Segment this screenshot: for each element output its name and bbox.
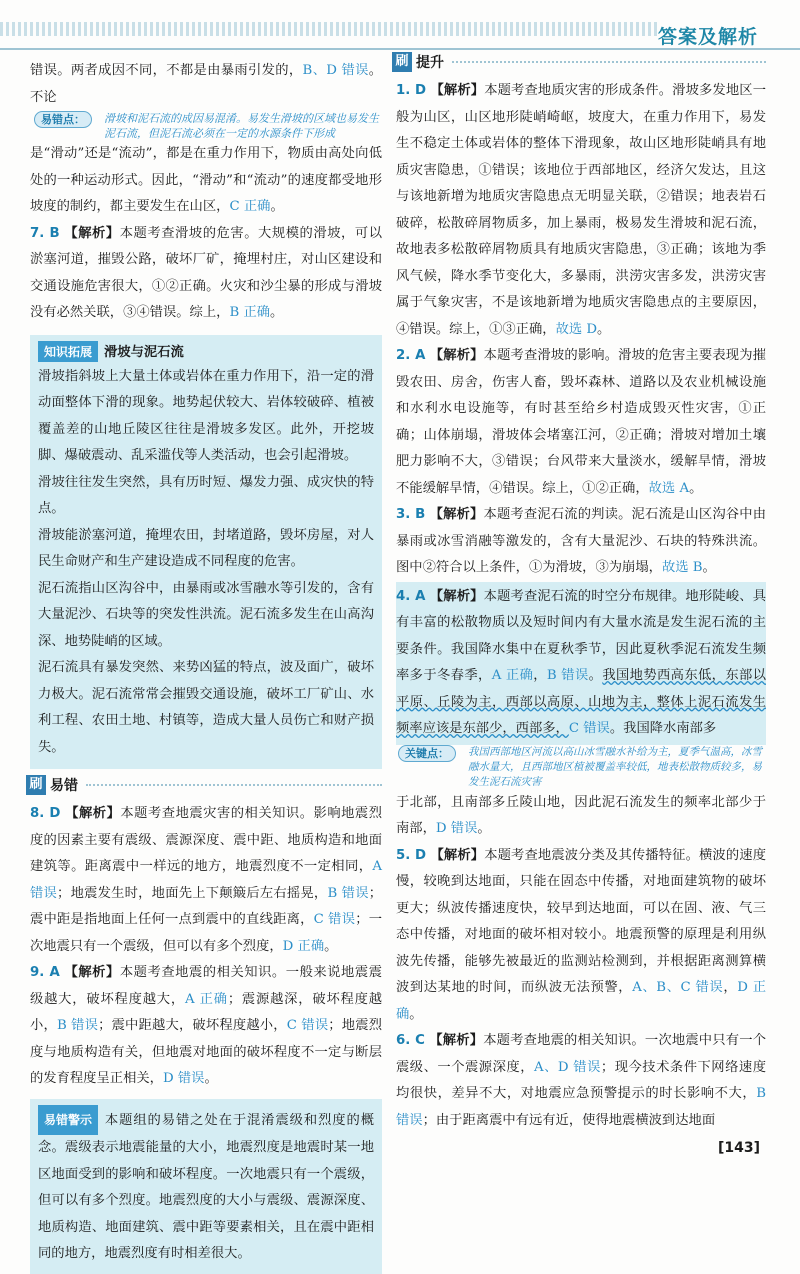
section-tisheng: 刷 提升 — [392, 52, 766, 72]
key-point-badge: 关键点： — [398, 745, 456, 762]
header-title: 答案及解析 — [657, 26, 758, 48]
page-header — [0, 0, 800, 50]
answer-1: 1. D 【解析】本题考查地质灾害的形成条件。滑坡多发地区一般为山区，山区地形陡峭崎岖，坡度大，在重力作用下，易发生不稳定土体或岩体的整体下滑现象，故山区地形陡峭具有地质灾害隐患，①错误；该地位于西部地区，经济欠发达，且这与该地新增为地质灾害隐患点无明显关联，②错误；地表岩石破碎，松散碎屑物质多，加上暴雨，极易发生滑坡和泥石流，故地表多松散碎屑物质具有地质灾害隐患，③正确；该地为季风气候，降水季节变化大，多暴雨，洪涝灾害多发，洪涝灾害属于气象灾害，不是该地新增为地质灾害隐患点的主要原因，④错误。综上，①③正确，故选 D。 — [396, 83, 767, 337]
section-yicuo: 刷 易错 — [26, 775, 382, 795]
answer-2: 2. A 【解析】本题考查滑坡的影响。滑坡的危害主要表现为摧毁农田、房舍，伤害人畜，毁坏森林、道路以及农业机械设施和水利水电设施等，有时甚至给乡村造成毁灭性灾害，①正确；山体崩塌，滑坡体会堵塞江河，②正确；滑坡对增加土壤肥力影响不大，③错误；台风带来大量淡水，缓解旱情，滑坡不能缓解旱情，④错误。综上，①②正确，故选 A。 — [396, 348, 767, 496]
warning-box: 易错警示 本题组的易错之处在于混淆震级和烈度的概念。震级表示地震能量的大小，地震烈度是地震时某一地区地面受到的影响和破坏程度。一次地震只有一个震级，但可以有多个烈度。地震烈度的大小与震级、震源深度、地质构造、地面建筑、震中距等要素相关，且在震中距相同的地方，地震烈度有时相差很大。 — [30, 1099, 382, 1274]
knowledge-p2: 滑坡往往发生突然，具有历时短、爆发力强、成灾快的特点。 — [38, 474, 374, 516]
answer-5: 5. D 【解析】本题考查地震波分类及其传播特征。横波的速度慢，较晚到达地面，只能在固态中传播，对地面建筑物的破坏更大；纵波传播速度快，较早到达地面，可以在固、液、气三态中传播，对地面的破坏相对较小。地震预警的原理是利用纵波先传播，能够先被最近的监测站检测到，并根据距离测算横波到达某地的时间，而纵波无法预警，A、B、C 错误，D 正确。 — [396, 847, 767, 1022]
right-column — [395, 54, 767, 1134]
brush-icon: 刷 — [26, 775, 46, 795]
brush-icon: 刷 — [392, 52, 412, 72]
tip-badge: 易错点： — [34, 111, 92, 128]
answer-3: 3. B 【解析】本题考查泥石流的判读。泥石流是山区沟谷中由暴雨或冰雪消融等激发的，含有大量泥沙、石块的特殊洪流。图中②符合以上条件，①为滑坡，③为崩塌，故选 B。 — [396, 507, 766, 575]
knowledge-p5: 泥石流具有暴发突然、来势凶猛的特点，波及面广，破坏力极大。泥石流常常会摧毁交通设施，破坏工厂矿山、水利工程、农田土地、村镇等，造成大量人员伤亡和财产损失。 — [38, 660, 374, 755]
left-column — [30, 58, 382, 1274]
header-decoration — [0, 22, 660, 36]
answer-7: 7. B 【解析】本题考查滑坡的危害。大规模的滑坡，可以淤塞河道，摧毁公路，破坏厂矿，掩埋村庄，对山区建设和交通设施危害很大，①②正确。火灾和沙尘暴的形成与滑坡没有必然关联，③④错误。综上，B 正确。 — [30, 225, 383, 320]
knowledge-badge: 知识拓展 — [38, 341, 98, 362]
note-tip-1: 易错点： 滑坡和泥石流的成因易混淆。易发生滑坡的区域也易发生泥石流，但泥石流必须在一定的水源条件下形成 — [104, 111, 382, 141]
knowledge-p3: 滑坡能淤塞河道，掩埋农田，封堵道路，毁坏房屋，对人民生命财产和生产建设造成不同程度的危害。 — [38, 527, 374, 569]
knowledge-p4: 泥石流指山区沟谷中，由暴雨或冰雪融水等引发的，含有大量泥沙、石块等的突发性洪流。泥石流多发生在山高沟深、地势陡峭的区域。 — [38, 580, 374, 649]
knowledge-title: 滑坡与泥石流 — [104, 344, 184, 360]
warning-badge: 易错警示 — [38, 1105, 98, 1136]
knowledge-p1: 滑坡指斜坡上大量土体或岩体在重力作用下，沿一定的滑动面整体下滑的现象。地势起伏较大、岩体较破碎、植被覆盖差的山地丘陵区往往是滑坡多发区。此外，开挖坡脚、爆破震动、乱采滥伐等人类活动，也会引起滑坡。 — [38, 368, 374, 463]
answer-9: 9. A 【解析】本题考查地震的相关知识。一般来说地震震级越大，破坏程度越大，A 正确；震源越深，破坏程度越小，B 错误；震中距越大，破坏程度越小，C 错误；地震烈度与地质构造有关，但地震对地面的破坏程度不一定与断层的发育程度呈正相关，D 错误。 — [30, 965, 383, 1086]
left-para-0: 错误。两者成因不同，不都是由暴雨引发的，B、D 错误。不论 — [30, 63, 382, 105]
answer-4: 4. A 【解析】本题考查泥石流的时空分布规律。地形陡峻、具有丰富的松散物质以及短时间内有大量水流是发生泥石流的主要条件。我国降水集中在夏秋季节，因此夏秋季泥石流发生频率多于冬春季，A 正确，B 错误。我国地势西高东低，东部以平原、丘陵为主，西部以高原、山地为主，整体上泥石流发生频率应该是东部少，西部多，C 错误。我国降水南部多 — [396, 582, 766, 745]
answer-8: 8. D 【解析】本题考查地震灾害的相关知识。影响地震烈度的因素主要有震级、震源深度、震中距、地质构造和地面建筑等。距离震中一样远的地方，地震烈度不一定相同，A 错误；地震发生时，地面先上下颠簸后左右摇晃，B 错误；震中距是指地面上任何一点到震中的直线距离，C 错误；一次地震只有一个震级，但可以有多个烈度，D 正确。 — [30, 806, 383, 954]
page-number: [143] — [717, 1140, 760, 1156]
left-para-1: 是“滑动”还是“流动”，都是在重力作用下，物质由高处向低处的一种运动形式。因此，“滑动”和“流动”的速度都受地形坡度的制约，都主要发生在山区，C 正确。 — [30, 146, 382, 214]
answer-4-cont: 于北部，且南部多丘陵山地，因此泥石流发生的频率北部少于南部，D 错误。 — [396, 794, 766, 836]
knowledge-box — [30, 335, 382, 770]
answer-6: 6. C 【解析】本题考查地震的相关知识。一次地震中只有一个震级、一个震源深度，A、D 错误；现今技术条件下网络速度均很快，差异不大，对地震应急预警提示的时长影响不大，B 错误；由于距离震中有远有近，使得地震横波到达地面 — [396, 1033, 767, 1128]
note-key-point: 关键点： 我国西部地区河流以高山冰雪融水补给为主，夏季气温高，冰雪融水量大，且西部地区植被覆盖率较低，地表松散物质较多，易发生泥石流灾害 — [468, 745, 766, 790]
